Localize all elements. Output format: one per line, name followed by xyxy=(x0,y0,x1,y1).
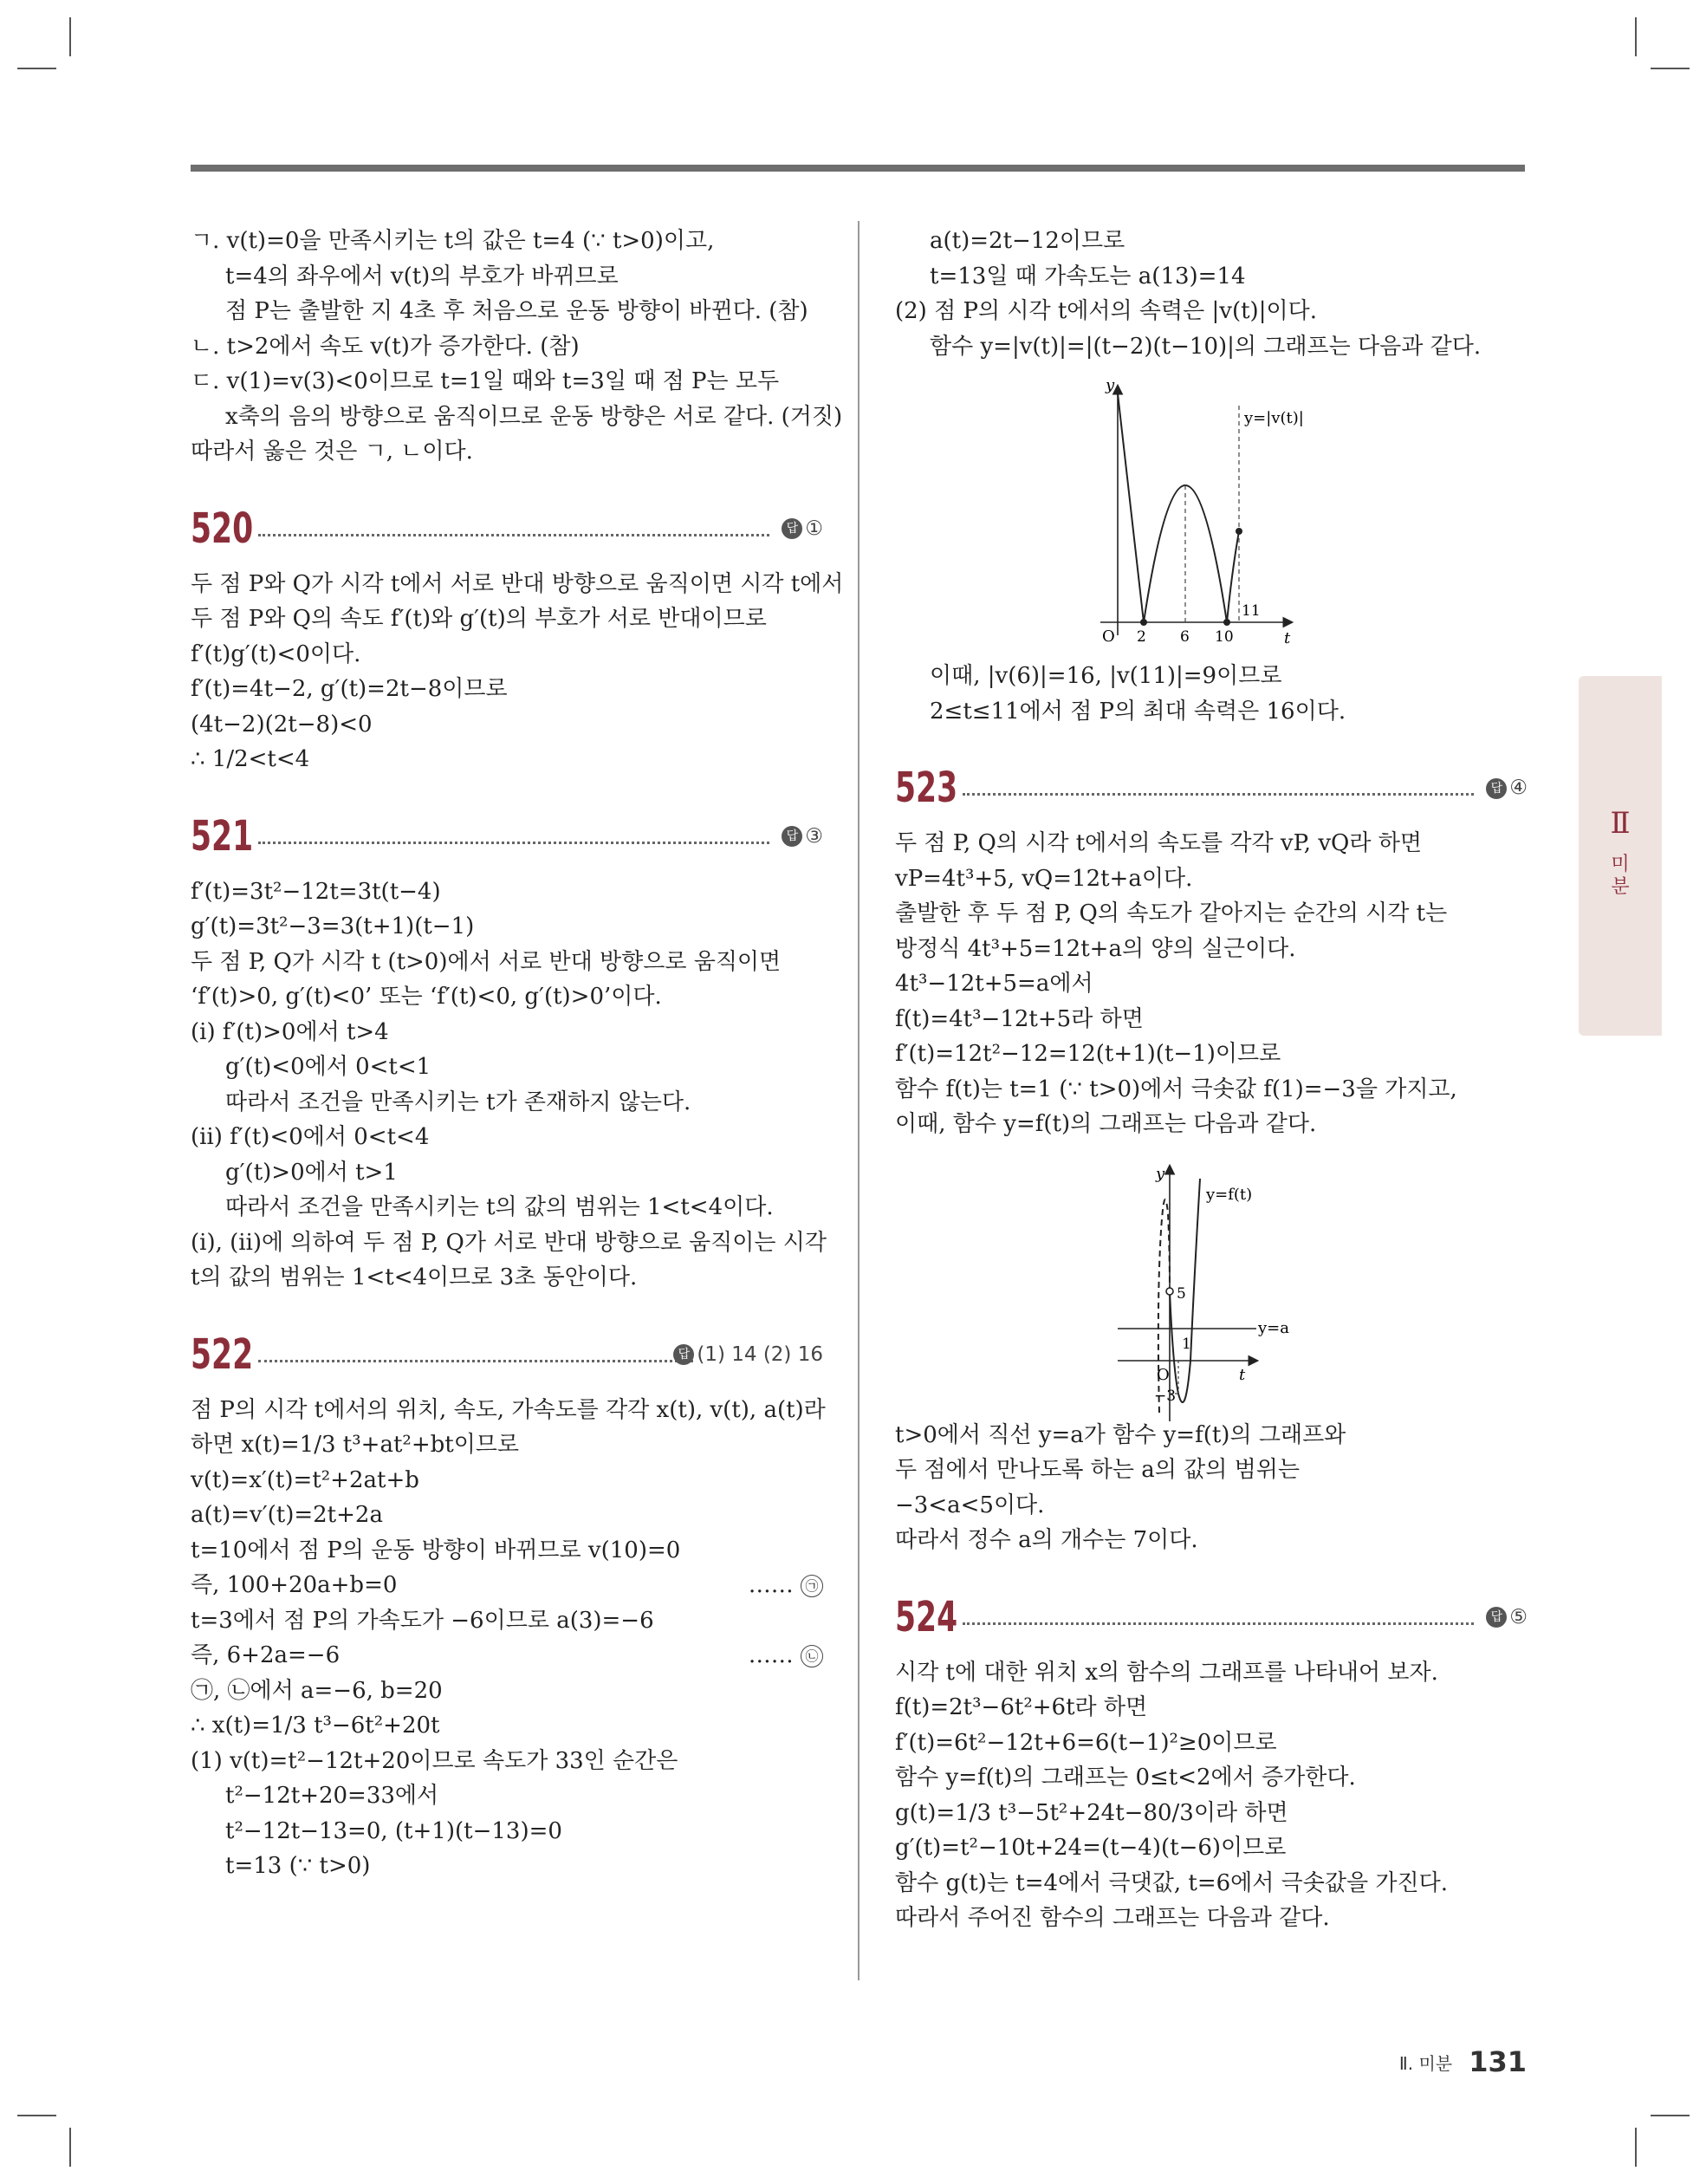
chapter-side-tab xyxy=(1579,676,1662,1036)
text-line: 두 점 P, Q의 시각 t에서의 속도를 각각 vP, vQ라 하면 xyxy=(895,830,1422,856)
mark-dots: …… xyxy=(748,1642,794,1668)
text-line: 시각 t에 대한 위치 x의 함수의 그래프를 나타내어 보자. xyxy=(895,1659,1438,1686)
text-line: v(t)=x′(t)=t²+2at+b xyxy=(191,1466,419,1493)
text-line: (2) 점 P의 시각 t에서의 속력은 |v(t)|이다. xyxy=(895,298,1317,324)
text-line xyxy=(191,1568,823,1603)
point-10 xyxy=(1223,619,1230,626)
text-line: 이때, |v(6)|=16, |v(11)|=9이므로 xyxy=(930,663,1282,689)
point-0-5 xyxy=(1166,1288,1173,1295)
text-line: 방정식 4t³+5=12t+a의 양의 실근이다. xyxy=(895,935,1296,962)
graph-f-of-t xyxy=(1109,1161,1317,1430)
crop-mark xyxy=(17,2115,56,2116)
tick-label: 11 xyxy=(1242,602,1261,620)
problem-number: 521 xyxy=(191,811,254,861)
crop-mark xyxy=(1651,2115,1690,2116)
equation-mark xyxy=(749,1568,823,1603)
origin-label: O xyxy=(1157,1366,1170,1384)
answer-label xyxy=(673,1337,823,1373)
text-line: ㉠, ㉡에서 a=−6, b=20 xyxy=(191,1677,443,1704)
page-number: 131 xyxy=(1469,2045,1527,2078)
text-line: f(t)=4t³−12t+5라 하면 xyxy=(895,1005,1144,1032)
curve-label: y=|v(t)| xyxy=(1244,409,1304,427)
text-line: 두 점 P, Q가 시각 t (t>0)에서 서로 반대 방향으로 움직이면 xyxy=(191,948,782,975)
text-line: f′(t)=4t−2, g′(t)=2t−8이므로 xyxy=(191,676,508,702)
text-line: t=4의 좌우에서 v(t)의 부호가 바뀌므로 xyxy=(225,263,619,289)
line-label: y=a xyxy=(1258,1319,1289,1337)
crop-mark xyxy=(69,17,71,56)
tick-label: 2 xyxy=(1137,628,1146,646)
chapter-title xyxy=(1579,854,1662,899)
answer-label xyxy=(782,819,823,855)
text-line: ‘f′(t)>0, g′(t)<0’ 또는 ‘f′(t)<0, g′(t)>0’이다. xyxy=(191,984,662,1010)
axis-label-t: t xyxy=(1239,1366,1246,1384)
text-line: 함수 y=|v(t)|=|(t−2)(t−10)|의 그래프는 다음과 같다. xyxy=(930,333,1482,360)
text-line: (1) v(t)=t²−12t+20이므로 속도가 33인 순간은 xyxy=(191,1747,678,1774)
axis-label-t: t xyxy=(1284,629,1291,647)
text-line: 점 P는 출발한 지 4초 후 처음으로 운동 방향이 바뀐다. (참) xyxy=(225,298,808,324)
text-line: vP=4t³+5, vQ=12t+a이다. xyxy=(895,865,1193,892)
footer-section: Ⅱ. 미분 xyxy=(1398,2052,1453,2074)
text-line xyxy=(191,1638,823,1674)
text-line: 함수 g(t)는 t=4에서 극댓값, t=6에서 극솟값을 가진다. xyxy=(895,1869,1449,1896)
crop-mark xyxy=(1635,2128,1637,2167)
problem-header-522 xyxy=(191,1329,823,1381)
curve-abs-v xyxy=(1118,393,1144,622)
text-line: (4t−2)(2t−8)<0 xyxy=(191,711,373,738)
text-line: (ⅰ) f′(t)>0에서 t>4 xyxy=(191,1018,389,1045)
problem-header-524 xyxy=(895,1591,1528,1643)
text-line: ㄴ. t>2에서 속도 v(t)가 증가한다. (참) xyxy=(191,333,580,360)
text-line: f′(t)=6t²−12t+6=6(t−1)²≥0이므로 xyxy=(895,1729,1277,1756)
text-line: t=10에서 점 P의 운동 방향이 바뀌므로 v(10)=0 xyxy=(191,1537,681,1563)
crop-mark xyxy=(69,2128,71,2167)
text-line: a(t)=v′(t)=2t+2a xyxy=(191,1502,383,1528)
answer-badge-icon: 답 xyxy=(673,1344,694,1365)
equation-text: 즉, 100+20a+b=0 xyxy=(191,1572,398,1598)
answer-label xyxy=(782,511,823,547)
text-line: −3<a<5이다. xyxy=(895,1492,1045,1518)
text-line: x축의 음의 방향으로 움직이므로 운동 방향은 서로 같다. (거짓) xyxy=(225,403,843,430)
left-column xyxy=(191,224,844,1884)
text-line: 따라서 조건을 만족시키는 t의 값의 범위는 1<t<4이다. xyxy=(225,1194,774,1220)
answer-value: ③ xyxy=(805,824,823,848)
axis-label-y: y xyxy=(1156,1165,1165,1183)
problem-header-521 xyxy=(191,810,823,862)
curve-abs-v-right xyxy=(1227,531,1239,622)
text-line: g′(t)=3t²−3=3(t+1)(t−1) xyxy=(191,913,475,939)
text-line: 따라서 주어진 함수의 그래프는 다음과 같다. xyxy=(895,1905,1330,1931)
text-line: f(t)=2t³−6t²+6t라 하면 xyxy=(895,1694,1148,1720)
crop-mark xyxy=(1635,17,1637,56)
tick-label: 10 xyxy=(1215,628,1234,646)
graph-abs-velocity xyxy=(1083,371,1308,648)
problem-number: 524 xyxy=(895,1592,958,1641)
problem-number: 522 xyxy=(191,1329,254,1379)
text-line: t의 값의 범위는 1<t<4이므로 3초 동안이다. xyxy=(191,1264,638,1290)
crop-mark xyxy=(1651,68,1690,69)
text-line: a(t)=2t−12이므로 xyxy=(930,228,1125,254)
equation-mark xyxy=(749,1638,823,1674)
answer-badge-icon: 답 xyxy=(1486,778,1507,799)
circled-mark: ㉠ xyxy=(801,1575,823,1597)
answer-value: ① xyxy=(805,517,823,540)
point-2 xyxy=(1140,619,1147,626)
tick-label: 6 xyxy=(1180,628,1190,646)
chapter-title-text: 미 분 xyxy=(1611,854,1630,898)
text-line: t=13일 때 가속도는 a(13)=14 xyxy=(930,263,1246,289)
text-line: f′(t)g′(t)<0이다. xyxy=(191,640,361,667)
origin-label: O xyxy=(1102,627,1115,646)
text-line: 두 점 P와 Q의 속도 f′(t)와 g′(t)의 부호가 서로 반대이므로 xyxy=(191,606,767,632)
text-line: ∴ 1/2<t<4 xyxy=(191,746,310,772)
text-line: ㄷ. v(1)=v(3)<0이므로 t=1일 때와 t=3일 때 점 P는 모두 xyxy=(191,368,780,394)
label-minus3: −3 xyxy=(1154,1388,1177,1405)
text-line: ㄱ. v(t)=0을 만족시키는 t의 값은 t=4 (∵ t>0)이고, xyxy=(191,228,715,254)
text-line: t²−12t−13=0, (t+1)(t−13)=0 xyxy=(225,1817,562,1844)
dotted-leader xyxy=(963,1622,1474,1625)
text-line: 하면 x(t)=1/3 t³+at²+bt이므로 xyxy=(191,1432,520,1458)
dotted-leader xyxy=(258,842,769,844)
point-11 xyxy=(1236,528,1242,535)
answer-label xyxy=(1486,770,1528,806)
text-line: 2≤t≤11에서 점 P의 최대 속력은 16이다. xyxy=(930,698,1346,725)
problem-header-520 xyxy=(191,503,823,555)
text-line: g′(t)=t²−10t+24=(t−4)(t−6)이므로 xyxy=(895,1835,1287,1861)
text-line: 따라서 정수 a의 개수는 7이다. xyxy=(895,1527,1198,1553)
problem-number: 520 xyxy=(191,504,254,553)
text-line: f′(t)=12t²−12=12(t+1)(t−1)이므로 xyxy=(895,1041,1281,1067)
answer-badge-icon: 답 xyxy=(782,826,802,847)
label-5: 5 xyxy=(1177,1285,1186,1303)
answer-value: (1) 14 (2) 16 xyxy=(697,1342,823,1366)
text-line: 점 P의 시각 t에서의 위치, 속도, 가속도를 각각 x(t), v(t), a(t)라 xyxy=(191,1396,826,1423)
curve-label: y=f(t) xyxy=(1206,1186,1253,1204)
answer-value: ④ xyxy=(1509,777,1528,799)
crop-mark xyxy=(17,68,56,69)
label-1: 1 xyxy=(1182,1336,1191,1353)
mark-dots: …… xyxy=(748,1572,794,1598)
text-line: 두 점 P와 Q가 시각 t에서 서로 반대 방향으로 움직이면 시각 t에서 xyxy=(191,570,844,597)
text-line: t>0에서 직선 y=a가 함수 y=f(t)의 그래프와 xyxy=(895,1421,1346,1448)
column-divider xyxy=(858,221,859,1980)
chapter-roman: Ⅱ xyxy=(1610,806,1631,841)
text-line: 함수 y=f(t)의 그래프는 0≤t<2에서 증가한다. xyxy=(895,1765,1356,1791)
answer-label xyxy=(1486,1600,1528,1635)
equation-text: 즉, 6+2a=−6 xyxy=(191,1642,341,1668)
text-line: g′(t)<0에서 0<t<1 xyxy=(225,1054,431,1080)
answer-value: ⑤ xyxy=(1509,1605,1528,1628)
text-line: t²−12t+20=33에서 xyxy=(225,1783,439,1809)
text-line: 함수 f(t)는 t=1 (∵ t>0)에서 극솟값 f(1)=−3을 가지고, xyxy=(895,1076,1457,1102)
text-line: 4t³−12t+5=a에서 xyxy=(895,971,1093,997)
circled-mark: ㉡ xyxy=(801,1645,823,1667)
dotted-leader xyxy=(963,793,1474,796)
text-line: 두 점에서 만나도록 하는 a의 값의 범위는 xyxy=(895,1457,1300,1483)
dotted-leader xyxy=(258,534,769,536)
text-line: (ⅱ) f′(t)<0에서 0<t<4 xyxy=(191,1124,430,1150)
text-line: t=13 (∵ t>0) xyxy=(225,1853,371,1879)
text-line: t=3에서 점 P의 가속도가 −6이므로 a(3)=−6 xyxy=(191,1607,654,1634)
text-line: g′(t)>0에서 t>1 xyxy=(225,1159,398,1186)
text-line: (ⅰ), (ⅱ)에 의하여 두 점 P, Q가 서로 반대 방향으로 움직이는 시각 xyxy=(191,1229,827,1256)
text-line: 따라서 옳은 것은 ㄱ, ㄴ이다. xyxy=(191,439,473,465)
problem-number: 523 xyxy=(895,764,958,812)
page-footer xyxy=(1399,2045,1527,2078)
text-line: 따라서 조건을 만족시키는 t가 존재하지 않는다. xyxy=(225,1089,691,1115)
problem-header-523 xyxy=(895,762,1528,814)
text-line: g(t)=1/3 t³−5t²+24t−80/3이라 하면 xyxy=(895,1799,1288,1826)
text-line: ∴ x(t)=1/3 t³−6t²+20t xyxy=(191,1713,440,1739)
curve-abs-v-arch xyxy=(1144,485,1227,622)
text-line: f′(t)=3t²−12t=3t(t−4) xyxy=(191,878,441,905)
answer-badge-icon: 답 xyxy=(782,518,802,539)
header-rule xyxy=(191,165,1525,172)
text-line: 출발한 후 두 점 P, Q의 속도가 같아지는 순간의 시각 t는 xyxy=(895,900,1448,926)
axis-label-y: y xyxy=(1106,376,1115,394)
dotted-leader xyxy=(258,1360,693,1362)
answer-badge-icon: 답 xyxy=(1486,1607,1507,1628)
text-line: 이때, 함수 y=f(t)의 그래프는 다음과 같다. xyxy=(895,1111,1317,1137)
